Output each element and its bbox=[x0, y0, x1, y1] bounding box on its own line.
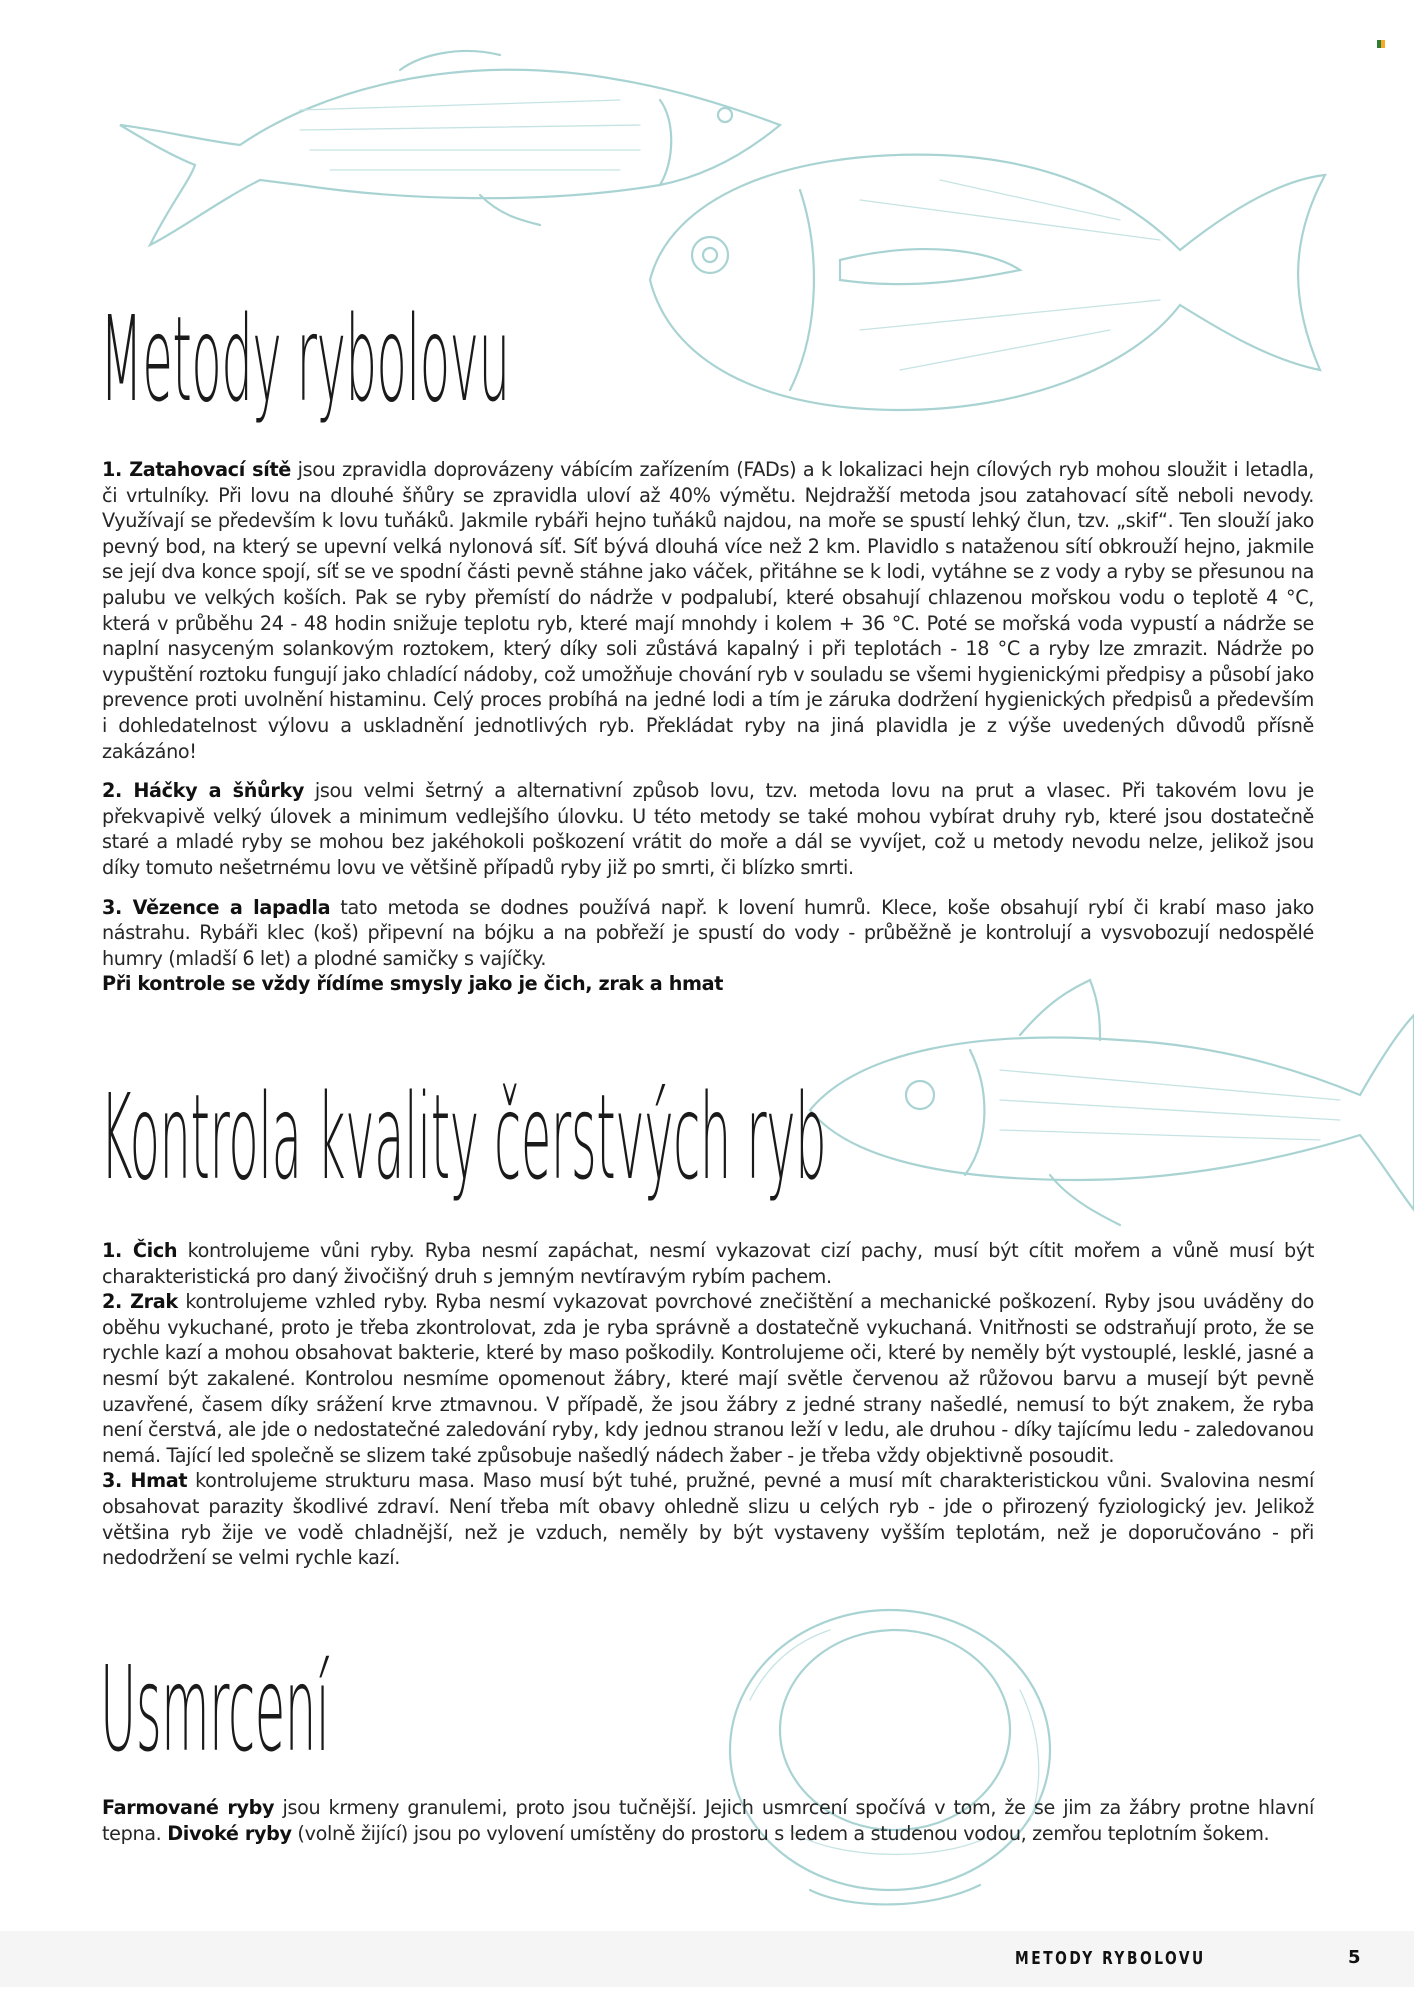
paragraph-sight bbox=[102, 1289, 1314, 1468]
paragraph-lead: Farmované ryby bbox=[102, 1796, 275, 1819]
paragraph-body: jsou velmi šetrný a alternativní způsob lovu, tzv. metoda lovu na prut a vlasec. Při takovém lovu je překvapivě velký úlovek a minimum vedlejšího úlovku. U této metody se také mohou vybírat druhy ryb, které jsou dostatečně staré a mladé ryby se mohou bez jakéhokoli poškození vrátit do moře a dál se vyvíjet, což u metody nevodu nelze, jelikož jsou díky tomuto nešetrnému lovu ve většině případů ryby již po smrti, či blízko smrti. bbox=[102, 779, 1314, 879]
paragraph-touch bbox=[102, 1468, 1314, 1570]
salmon-illustration bbox=[100, 30, 800, 260]
footer-chapter-label: METODY RYBOLOVU bbox=[1015, 1948, 1206, 1969]
paragraph-body: kontrolujeme vůni ryby. Ryba nesmí zapáchat, nesmí vykazovat cizí pachy, musí být cítit mořem a vůně musí být charakteristická pro daný živočišný druh s jemným nevtíravým rybím pachem. bbox=[102, 1239, 1315, 1288]
paragraph-lead: 1. Čich bbox=[102, 1239, 178, 1262]
paragraph-lead: 3. Hmat bbox=[102, 1469, 188, 1493]
paragraph-body: tato metoda se dodnes používá např. k lovení humrů. Klece, koše obsahují rybí či krabí maso jako nástrahu. Rybáři klec (koš) připevní na bójku a na pobřeží je spustí do vody - průběžně je kontrolují a vysvobozují nedospělé humry (mladší 6 let) a plodné samičky s vajíčky. bbox=[102, 895, 1315, 970]
paragraph-purse-seines bbox=[102, 457, 1314, 764]
fishing-methods-text bbox=[102, 457, 1314, 997]
tuna-illustration bbox=[800, 960, 1414, 1240]
paragraph-body: kontrolujeme vzhled ryby. Ryba nesmí vykazovat povrchové znečištění a mechanické poškození. Ryby jsou uváděny do oběhu vykuchané, proto je třeba zkontrolovat, zda je ryba správně a dostatečně vykuchaná. Vnitřnosti se odstraňují proto, že se rychle kazí a mohou obsahovat bakterie, které by maso poškodily. Kontrolujeme oči, které by neměly být vystouplé, lesklé, jasné a nesmí být zakalené. Kontrolou nesmíme opomenout žábry, které mají světle červenou až růžovou barvu a musejí být pevně uzavřené, časem díky srážení krve ztmavnou. V případě, že jsou žábry z jedné strany našedlé, nemusí to být znakem, že ryba není čerstvá, ale jde o nedostatečné zaledování ryby, kdy jednou stranou leží v ledu, ale druhou - díky tajícímu ledu - zaledovanou nemá. Tající led společně se slizem také způsobuje našedlý nádech žaber - je třeba vždy objektivně posoudit. bbox=[102, 1290, 1314, 1467]
paragraph-hooks-lines bbox=[102, 778, 1314, 880]
paragraph-lead: 2. Háčky a šňůrky bbox=[102, 779, 305, 803]
paragraph-slaughter bbox=[102, 1795, 1314, 1846]
paragraph-body: jsou krmeny granulemi, proto jsou tučnější. Jejich usmrcení spočívá v tom, že se jim za žábry protne hlavní tepna. bbox=[102, 1796, 1314, 1845]
paragraph-body: (volně žijící) jsou po vylovení umístěny do prostoru s ledem a studenou vodou, zemřou teplotním šokem. bbox=[291, 1821, 1270, 1845]
paragraph-traps bbox=[102, 895, 1314, 972]
section-title-quality-control: Kontrola kvality čerstvých ryb bbox=[100, 1068, 827, 1206]
paragraph-body: jsou zpravidla doprovázeny vábícím zařízením (FADs) a k lokalizaci hejn cílových ryb mohou sloužit i letadla, či vrtulníky. Při lovu na dlouhé šňůry se zpravidla uloví až 40% výmětu. Nejdražší metoda jsou zatahovací sítě neboli nevody. Využívají se především k lovu tuňáků. Jakmile rybáři hejno tuňáků najdou, na moře se spustí lehký člun, tzv. „skif“. Ten slouží jako pevný bod, na který se upevní velká nylonová síť. Síť bývá dlouhá více než 2 km. Plavidlo s nataženou sítí obkrouží hejno, jakmile se její dva konce spojí, síť se ve spodní části pevně stáhne jako váček, přitáhne se k lodi, vytáhne se z vody a ryby se přesunou na palubu ve velkých koších. Pak se ryby přemístí do nádrže v podpalubí, které obsahují chlazenou mořskou vodu o teplotě 4 °C, která v průběhu 24 - 48 hodin snižuje teplotu ryb, které mají mnohdy i kolem + 36 °C. Poté se mořská voda vypustí a nádrže se naplní nasyceným solankovým roztokem, který díky soli zůstává kapalný i při teplotách - 18 °C a ryby lze zmrazit. Nádrže po vypuštění roztoku fungují jako chladící nádoby, což umožňuje chování ryb v souladu se všemi hygienickými předpisy a působí jako prevence proti uvolnění histaminu. Celý proces probíhá na jedné lodi a tím je záruka dodržení hygienických předpisů a především i dohledatelnost výlovu a uskladnění jednotlivých ryb. Překládat ryby na jiná plavidla je z výše uvedených důvodů přísně zakázáno! bbox=[102, 458, 1314, 763]
paragraph-body: kontrolujeme strukturu masa. Maso musí být tuhé, pružné, pevné a musí mít charakteristickou vůni. Svalovina nesmí obsahovat parazity škodlivé zdraví. Není třeba mít obavy ohledně slizu u celých ryb - jde o přirozený fyziologický jev. Jelikož většina ryb žije ve vodě chladnější, než je vzduch, neměly by být vystaveny vyšším teplotám, než je doporučováno - při nedodržení se velmi rychle kazí. bbox=[102, 1469, 1314, 1570]
section-title-fishing-methods: Metody rybolovu bbox=[100, 290, 510, 428]
page-footer bbox=[0, 1931, 1414, 1987]
section-title-slaughter: Usmrcení bbox=[100, 1640, 330, 1778]
paragraph-lead-wild: Divoké ryby bbox=[167, 1821, 292, 1845]
senses-note bbox=[102, 971, 1314, 997]
slaughter-text bbox=[102, 1795, 1314, 1846]
senses-note-text: Při kontrole se vždy řídíme smysly jako je čich, zrak a hmat bbox=[102, 972, 724, 996]
paragraph-lead: 3. Vězence a lapadla bbox=[102, 895, 331, 919]
paragraph-smell bbox=[102, 1238, 1314, 1289]
paragraph-lead: 2. Zrak bbox=[102, 1290, 178, 1314]
quality-control-text bbox=[102, 1238, 1314, 1571]
corner-marker bbox=[1377, 40, 1385, 48]
paragraph-lead: 1. Zatahovací sítě bbox=[102, 458, 291, 481]
oyster-illustration bbox=[690, 1600, 1120, 1920]
sea-bream-illustration bbox=[640, 130, 1330, 430]
page-number: 5 bbox=[1348, 1947, 1361, 1968]
